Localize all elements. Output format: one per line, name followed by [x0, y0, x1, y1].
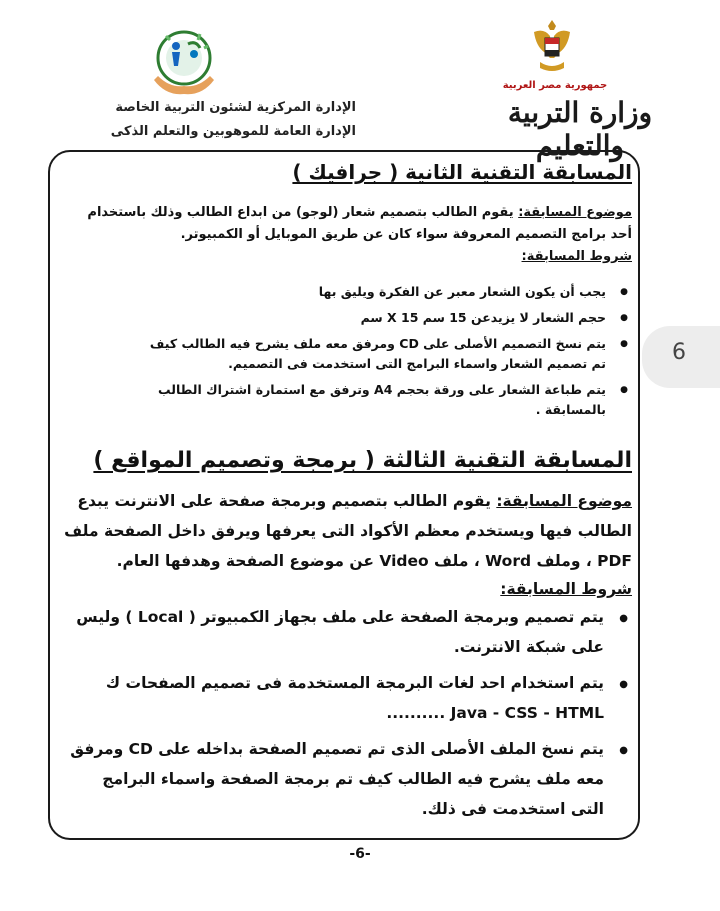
section2-title: المسابقة التقنية الثالثة ( برمجة وتصميم المواقع ) [93, 448, 632, 473]
section2-condition-item: ● يتم استخدام احد لغات البرمجة المستخدمة فى تصميم الصفحات ك Java - CSS - HTML .......... [64, 668, 604, 728]
admin-line-1: الإدارة المركزية لشئون التربية الخاصة [115, 100, 356, 115]
section2-condition-item: ● يتم تصميم وبرمجة الصفحة على ملف بجهاز الكمبيوتر ( Local ) وليس على شبكة الانترنت. [64, 602, 604, 662]
section1-topic-label: موضوع المسابقة: [518, 205, 632, 220]
section1-condition-item: ● يجب أن يكون الشعار معبر عن الفكرة ويليق بها [136, 282, 606, 302]
admin-line-2: الإدارة العامة للموهوبين والتعلم الذكى [110, 124, 356, 139]
section2-topic-label: موضوع المسابقة: [496, 492, 632, 510]
egypt-eagle-emblem-icon [530, 18, 574, 76]
ministry-logo-block [470, 14, 710, 162]
section1-topic-line2: أحد برامج التصميم المعروفة سواء كان عن طريق الموبايل أو الكمبيوتر. [180, 227, 632, 242]
section2-conditions-list [64, 602, 632, 830]
section1-condition-item: ● حجم الشعار لا يزيدعن 15 سم X 15 سم [136, 308, 606, 328]
section1-condition-item: ● يتم طباعة الشعار على ورقة بحجم A4 وترفق مع استمارة اشتراك الطالب بالمسابقة . [136, 380, 606, 420]
section2-conditions-label: شروط المسابقة: [500, 580, 632, 598]
ministry-name-calligraphy: وزارة التربية والتعليم [507, 96, 653, 162]
admin-block [96, 22, 356, 152]
section1-conditions-list [136, 282, 632, 426]
ministry-country-text: جمهورية مصر العربية [502, 80, 608, 91]
section1-topic-line1: يقوم الطالب بتصميم شعار (لوجو) من ابداع الطالب وذلك باستخدام [87, 205, 514, 220]
section2-topic-text: يقوم الطالب بتصميم وبرمجة صفحة على الانترنت يبدع الطالب فيها ويستخدم معظم الأكواد التى يعرفها ويرفق داخل الصفحة ملف PDF ، وملف Word ، ملف Video عن موضوع الصفحة وهدفها العام. [64, 492, 632, 570]
section2-condition-item: ● يتم نسخ الملف الأصلى الذى تم تصميم الصفحة بداخله على CD ومرفق معه ملف يشرح فيه الطالب كيف تم برمجة الصفحة واسماء البرامج التى استخدمت فى ذلك. [64, 734, 604, 824]
page-footer-number: -6- [349, 846, 371, 862]
page-tab-number: 6 [672, 340, 686, 365]
page-number-tab [642, 326, 720, 388]
hands-globe-logo-icon [136, 26, 232, 104]
document-header [0, 0, 720, 160]
section1-topic [72, 202, 632, 268]
section1-conditions-label: شروط المسابقة: [521, 249, 632, 264]
section1-condition-item: ● يتم نسخ التصميم الأصلى على CD ومرفق معه ملف يشرح فيه الطالب كيف تم تصميم الشعار واسماء البرامج التى استخدمت فى التصميم. [136, 334, 606, 374]
section2-topic [62, 486, 632, 576]
section1-title: المسابقة التقنية الثانية ( جرافيك ) [292, 160, 632, 184]
